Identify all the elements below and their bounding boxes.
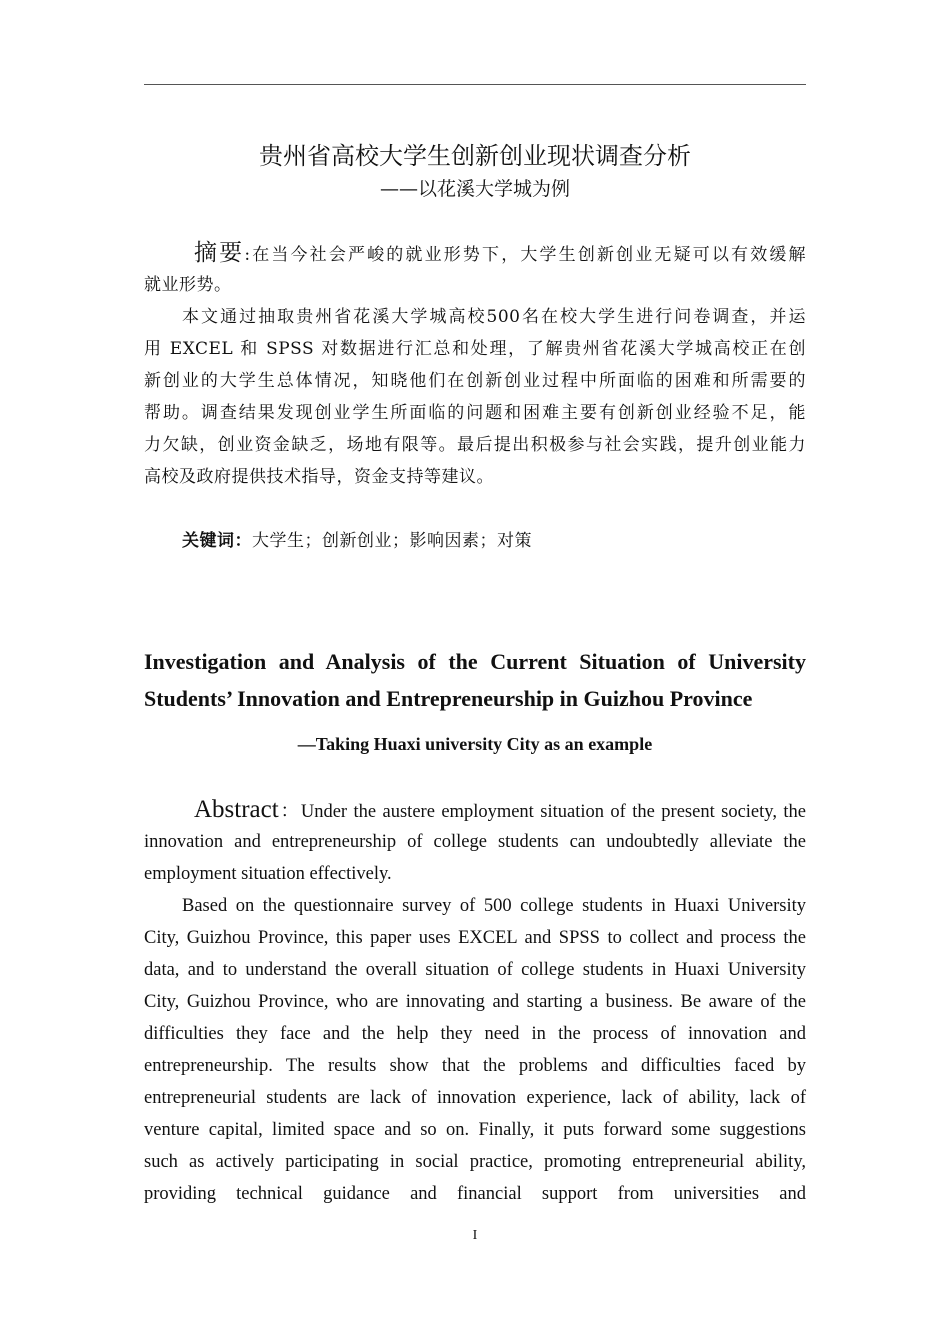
abstract-zh-line: 用 EXCEL 和 SPSS 对数据进行汇总和处理，了解贵州省花溪大学城高校正在创 <box>144 339 806 359</box>
subtitle-en: —Taking Huaxi university City as an example <box>297 734 653 754</box>
page-number: I <box>472 1228 478 1243</box>
abstract-en-line: providing technical guidance and financial support from universities and <box>144 1184 806 1204</box>
abstract-zh-line: 就业形势。 <box>144 275 232 295</box>
abstract-en-line: Abstract：Under the austere employment situation of the present society, the <box>194 796 806 823</box>
title-zh: 贵州省高校大学生创新创业现状调查分析 <box>259 142 691 170</box>
abstract-zh-line: 摘要:在当今社会严峻的就业形势下，大学生创新创业无疑可以有效缓解 <box>194 240 807 266</box>
abstract-en-line: City, Guizhou Province, this paper uses EXCEL and SPSS to collect and process the <box>144 928 806 948</box>
keywords-zh <box>144 525 806 557</box>
abstract-en-line: City, Guizhou Province, who are innovating and starting a business. Be aware of the <box>144 992 806 1012</box>
abstract-zh-line: 高校及政府提供技术指导，资金支持等建议。 <box>144 467 494 487</box>
header-rule <box>144 84 806 85</box>
abstract-zh-heading: 摘要 <box>194 240 245 266</box>
abstract-en-line: venture capital, limited space and so on. Finally, it puts forward some suggestions <box>144 1120 806 1140</box>
subtitle-zh: ——以花溪大学城为例 <box>379 178 570 200</box>
abstract-en-heading: Abstract <box>194 796 279 823</box>
abstract-zh-line: 本文通过抽取贵州省花溪大学城高校500名在校大学生进行问卷调查，并运 <box>182 307 806 327</box>
abstract-en-line: such as actively participating in social practice, promoting entrepreneurial ability, <box>144 1152 806 1172</box>
title-en-line: Investigation and Analysis of the Current Situation of University <box>144 649 806 674</box>
abstract-zh-line: 力欠缺，创业资金缺乏，场地有限等。最后提出积极参与社会实践，提升创业能力 <box>144 435 806 455</box>
abstract-en-line: Based on the questionnaire survey of 500 college students in Huaxi University <box>182 896 806 916</box>
abstract-zh-line: 新创业的大学生总体情况，知晓他们在创新创业过程中所面临的困难和所需要的 <box>144 371 806 391</box>
abstract-en-line: entrepreneurship. The results show that the problems and difficulties faced by <box>144 1056 806 1076</box>
keywords-value: 大学生；创新创业；影响因素；对策 <box>252 531 532 551</box>
abstract-en-line: innovation and entrepreneurship of college students can undoubtedly alleviate the <box>144 832 806 852</box>
keywords-label: 关键词： <box>182 531 252 551</box>
abstract-en-line: difficulties they face and the help they need in the process of innovation and <box>144 1024 806 1044</box>
abstract-en-line: data, and to understand the overall situation of college students in Huaxi University <box>144 960 806 980</box>
abstract-zh-line: 帮助。调查结果发现创业学生所面临的问题和困难主要有创新创业经验不足，能 <box>144 403 806 423</box>
abstract-en-line: entrepreneurial students are lack of innovation experience, lack of ability, lack of <box>144 1088 806 1108</box>
abstract-en-line: employment situation effectively. <box>144 864 392 884</box>
title-en-line: Students’ Innovation and Entrepreneurship in Guizhou Province <box>144 686 753 711</box>
